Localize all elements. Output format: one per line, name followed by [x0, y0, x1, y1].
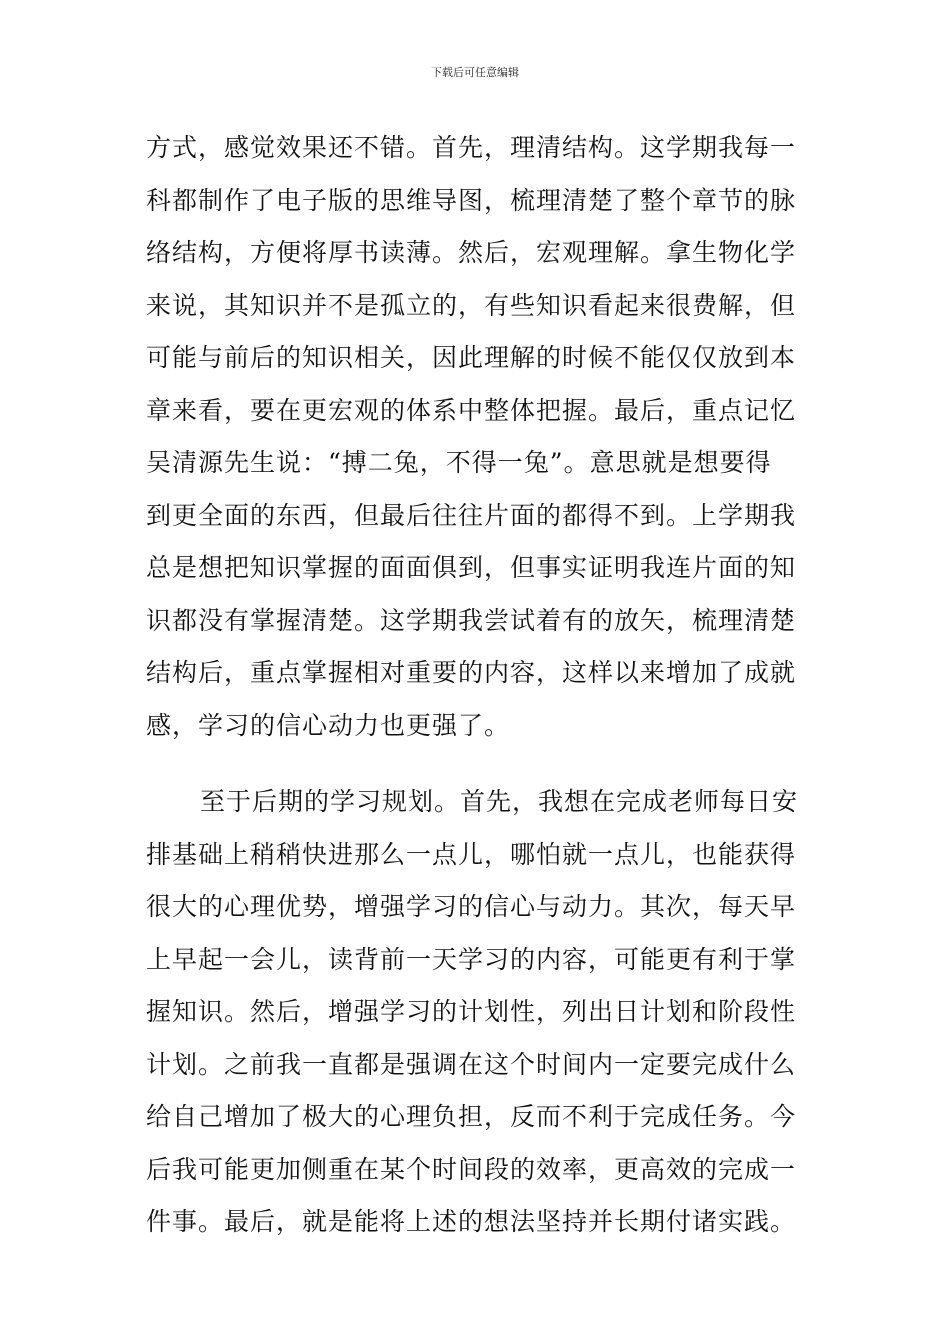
- text-line: 方式，感觉效果还不错。首先，理清结构。这学期我每一: [146, 133, 797, 162]
- text-line: 来说，其知识并不是孤立的，有些知识看起来很费解，但: [146, 290, 797, 320]
- text-line: 络结构，方便将厚书读薄。然后，宏观理解。拿生物化学: [146, 238, 797, 267]
- page-header: 下载后可任意编辑: [431, 66, 519, 79]
- text-line: 科都制作了电子版的思维导图，梳理清楚了整个章节的脉: [146, 185, 797, 215]
- text-line: 章来看，要在更宏观的体系中整体把握。最后，重点记忆: [146, 395, 797, 425]
- text-line: 给自己增加了极大的心理负担，反而不利于完成任务。今: [146, 1102, 797, 1131]
- text-line: 计划。之前我一直都是强调在这个时间内一定要完成什么: [146, 1049, 797, 1079]
- text-line: 很大的心理优势，增强学习的信心与动力。其次，每天早: [146, 892, 797, 921]
- text-line: 件事。最后，就是能将上述的想法坚持并长期付诸实践。: [146, 1207, 797, 1236]
- text-line: 识都没有掌握清楚。这学期我尝试着有的放矢，梳理清楚: [146, 605, 797, 635]
- paragraph-2: [146, 776, 816, 1249]
- text-line: 可能与前后的知识相关，因此理解的时候不能仅仅放到本: [146, 343, 797, 372]
- text-line: 握知识。然后，增强学习的计划性，列出日计划和阶段性: [146, 997, 797, 1026]
- text-line: 到更全面的东西，但最后往往片面的都得不到。上学期我: [146, 500, 797, 530]
- text-line: 至于后期的学习规划。首先，我想在完成老师每日安: [200, 787, 799, 816]
- text-line: 后我可能更加侧重在某个时间段的效率，更高效的完成一: [146, 1154, 797, 1184]
- text-line: 感，学习的信心动力也更强了。: [146, 710, 511, 740]
- text-line: 排基础上稍稍快进那么一点儿，哪怕就一点儿，也能获得: [146, 839, 797, 869]
- text-line: 上早起一会儿，读背前一天学习的内容，可能更有利于掌: [146, 944, 797, 974]
- text-line: 吴清源先生说：“搏二兔，不得一兔”。意思就是想要得: [146, 448, 772, 477]
- paragraph-1: [146, 122, 816, 752]
- text-line: 总是想把知识掌握的面面俱到，但事实证明我连片面的知: [146, 553, 797, 582]
- text-line: 结构后，重点掌握相对重要的内容，这样以来增加了成就: [146, 658, 797, 687]
